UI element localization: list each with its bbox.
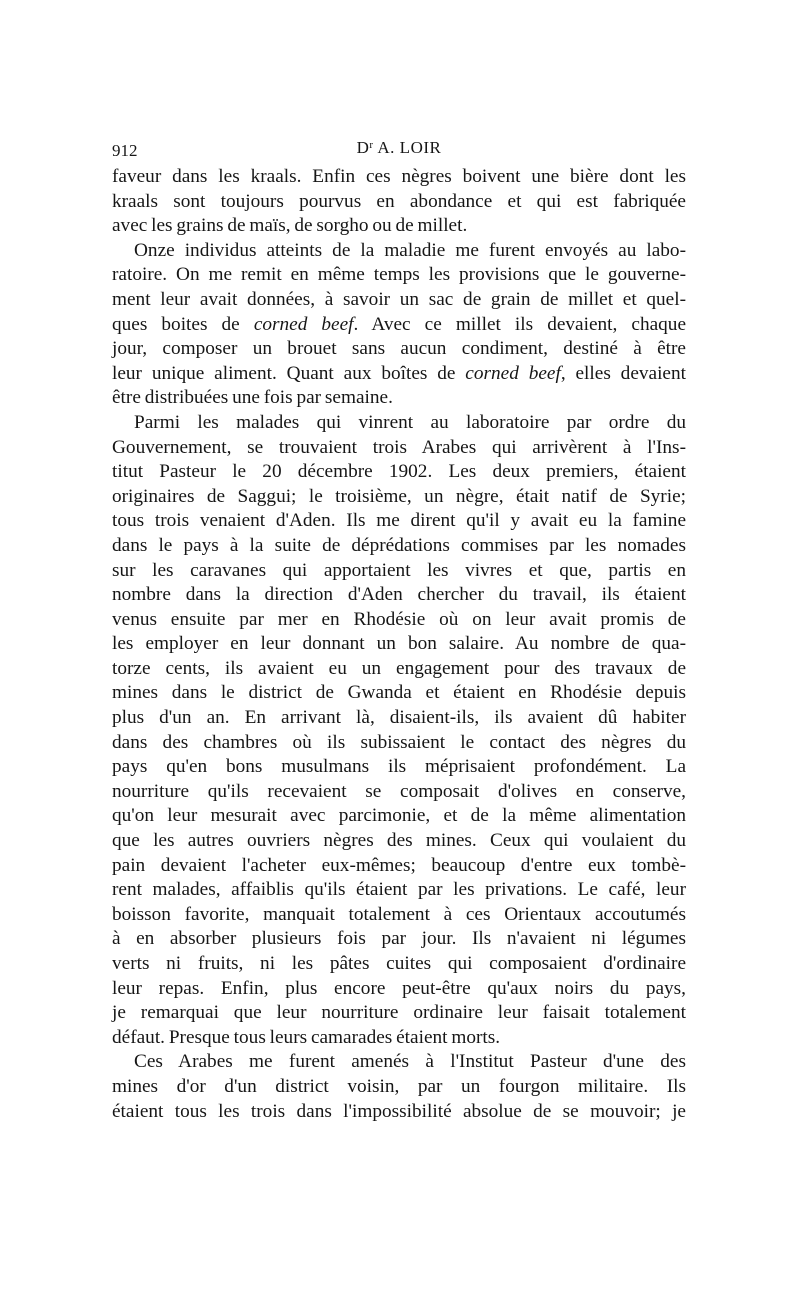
text-line: Onze individus atteints de la maladie me furent envoyés au labo- xyxy=(134,239,686,261)
running-head xyxy=(112,138,686,158)
text-segment: , elles devaient xyxy=(560,362,686,384)
text-line: verts ni fruits, ni les pâtes cuites qui composaient d'ordinaire xyxy=(112,953,686,974)
text-line: kraals sont toujours pourvus en abondance et qui est fabriquée xyxy=(112,190,686,212)
author-name: A. LOIR xyxy=(373,138,442,157)
text-line: nourriture qu'ils recevaient se composait d'olives en conserve, xyxy=(112,780,686,802)
text-line: être distribuées une fois par semaine. xyxy=(112,387,393,409)
text-line: dans le pays à la suite de déprédations commises par les nomades xyxy=(112,534,686,556)
text-line: leur repas. Enfin, plus encore peut-être qu'aux noirs du pays, xyxy=(112,977,686,999)
paragraph-4 xyxy=(112,1050,686,1124)
italic-term: corned beef xyxy=(253,313,354,335)
text-line: mines dans le district de Gwanda et étaient en Rhodésie depuis xyxy=(112,682,686,704)
text-line: dans des chambres où ils subissaient le contact des nègres du xyxy=(112,731,686,753)
text-line: mines d'or d'un district voisin, par un fourgon militaire. Ils xyxy=(112,1075,686,1097)
text-segment: ques boites de xyxy=(112,313,254,335)
page-number: 912 xyxy=(112,141,138,160)
text-line: rent malades, affaiblis qu'ils étaient par les privations. Le café, leur xyxy=(112,879,686,901)
text-line: titut Pasteur le 20 décembre 1902. Les deux premiers, étaient xyxy=(112,461,686,483)
text-line: sur les caravanes qui apportaient les vivres et que, partis en xyxy=(112,559,686,581)
text-line xyxy=(112,313,686,338)
text-line: je remarquai que leur nourriture ordinaire leur faisait totalement xyxy=(112,1002,686,1024)
text-line: qu'on leur mesurait avec parcimonie, et de la même alimentation xyxy=(112,805,686,827)
text-line: tous trois venaient d'Aden. Ils me dirent qu'il y avait eu la famine xyxy=(112,510,686,532)
paragraph-2 xyxy=(112,239,686,411)
text-line: Parmi les malades qui vinrent au laboratoire par ordre du xyxy=(134,411,686,433)
text-line: pain devaient l'acheter eux-mêmes; beaucoup d'entre eux tombè- xyxy=(112,854,686,876)
text-line: les employer en leur donnant un bon salaire. Au nombre de qua- xyxy=(112,633,686,655)
text-line: venus ensuite par mer en Rhodésie où on leur avait promis de xyxy=(112,608,686,630)
text-line: à en absorber plusieurs fois par jour. Ils n'avaient ni légumes xyxy=(112,928,686,950)
text-line: ment leur avait données, à savoir un sac de grain de millet et quel- xyxy=(112,288,686,310)
document-page xyxy=(112,133,686,1124)
text-segment: leur unique aliment. Quant aux boîtes de xyxy=(112,362,466,384)
text-segment: . Avec ce millet ils devaient, chaque xyxy=(353,313,686,335)
paragraph-3 xyxy=(112,411,686,1050)
italic-term: corned beef xyxy=(465,362,561,384)
text-line: avec les grains de maïs, de sorgho ou de millet. xyxy=(112,215,468,237)
paragraph-1 xyxy=(112,165,686,239)
text-line: jour, composer un brouet sans aucun condiment, destiné à être xyxy=(112,338,686,360)
text-line: faveur dans les kraals. Enfin ces nègres boivent une bière dont les xyxy=(112,166,686,187)
author-prefix: D xyxy=(356,138,370,157)
page-header xyxy=(112,133,686,165)
text-line: originaires de Saggui; le troisième, un nègre, était natif de Syrie; xyxy=(112,485,686,507)
text-line xyxy=(112,362,686,387)
text-line: étaient tous les trois dans l'impossibilité absolue de se mouvoir; je xyxy=(112,1100,686,1122)
text-line: pays qu'en bons musulmans ils méprisaient profondément. La xyxy=(112,756,686,778)
text-line: nombre dans la direction d'Aden chercher du travail, ils étaient xyxy=(112,584,686,606)
text-line: que les autres ouvriers nègres des mines. Ceux qui voulaient du xyxy=(112,830,686,852)
text-line: boisson favorite, manquait totalement à ces Orientaux accoutumés xyxy=(112,903,686,925)
text-line: Ces Arabes me furent amenés à l'Institut Pasteur d'une des xyxy=(134,1051,686,1073)
text-line: plus d'un an. En arrivant là, disaient-ils, ils avaient dû habiter xyxy=(112,707,686,729)
author-suffix: r xyxy=(369,139,374,151)
text-line: ratoire. On me remit en même temps les provisions que le gouverne- xyxy=(112,264,686,286)
text-line: torze cents, ils avaient eu un engagement pour des travaux de xyxy=(112,657,686,679)
text-line: Gouvernement, se trouvaient trois Arabes qui arrivèrent à l'Ins- xyxy=(112,436,686,458)
text-line: défaut. Presque tous leurs camarades étaient morts. xyxy=(112,1026,501,1048)
